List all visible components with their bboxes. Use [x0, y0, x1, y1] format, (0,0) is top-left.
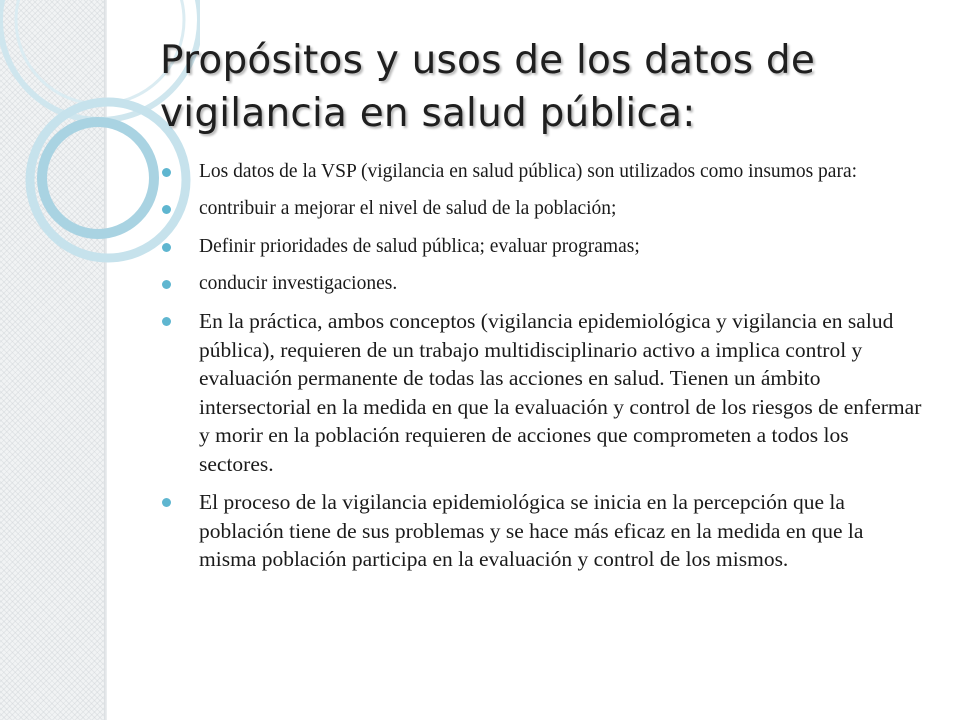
- bullet-item: [162, 488, 922, 574]
- bullet-item: [162, 159, 922, 185]
- slide-title: Propósitos y usos de los datos de vigilancia en salud pública:: [160, 38, 816, 136]
- bullet-text: Los datos de la VSP (vigilancia en salud pública) son utilizados como insumos para:: [199, 161, 858, 182]
- bullet-item: [162, 196, 922, 222]
- bullet-list: [162, 159, 922, 574]
- bullet-text: En la práctica, ambos conceptos (vigilancia epidemiológica y vigilancia en salud pública), requieren de un trabajo multidisciplinario activo a implica control y evaluación permanente de todas las acciones en salud. Tienen un ámbito intersectorial en la medida en que la evaluación y control de los riesgos de enfermar y morir en la población requieren de acciones que comprometen a todos los sectores.: [199, 309, 922, 476]
- bullet-text: contribuir a mejorar el nivel de salud de la población;: [199, 198, 617, 219]
- bullet-dot-icon: [162, 205, 171, 214]
- bullet-item: [162, 271, 922, 297]
- bullet-dot-icon: [162, 168, 171, 177]
- bullet-text: Definir prioridades de salud pública; evaluar programas;: [199, 236, 640, 257]
- ring-small-lower: [42, 122, 154, 234]
- bullet-dot-icon: [162, 317, 171, 326]
- bullet-text: conducir investigaciones.: [199, 273, 398, 294]
- bullet-dot-icon: [162, 498, 171, 507]
- bullet-item: [162, 234, 922, 260]
- bullet-item: [162, 307, 922, 478]
- bullet-dot-icon: [162, 280, 171, 289]
- bullet-dot-icon: [162, 243, 171, 252]
- bullet-text: El proceso de la vigilancia epidemiológica se inicia en la percepción que la población tiene de sus problemas y se hace más eficaz en la medida en que la misma población participa en la evaluación y control de los mismos.: [199, 490, 864, 571]
- ring-inner-top: [16, 0, 184, 104]
